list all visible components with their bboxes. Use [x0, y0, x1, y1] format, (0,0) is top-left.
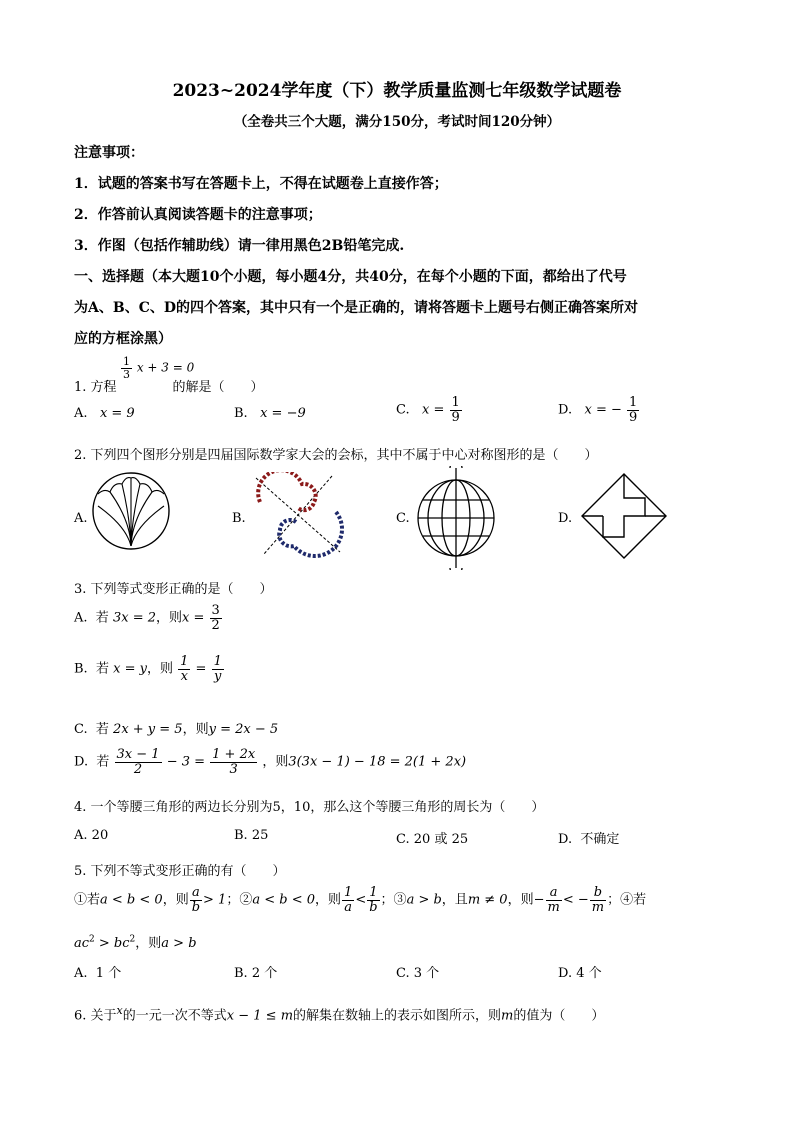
q1-equation: $\frac{1}{3}$ x + 3 = 0 — [123, 355, 195, 381]
q2-figure-d — [578, 470, 670, 562]
page-title: 2023~2024学年度（下）教学质量监测七年级数学试题卷 — [172, 81, 622, 101]
page-subtitle: （全卷共三个大题，满分150分，考试时间120分钟） — [233, 114, 561, 130]
q2-option-b-label: B. — [232, 511, 246, 526]
q1-option-d: D. x = − $\frac{1}{9}$ — [558, 395, 638, 425]
q2-figure-a — [90, 470, 172, 552]
q1-option-a: A. x = 9 — [74, 406, 135, 421]
q2-figure-c — [414, 466, 498, 570]
q3-option-b: B. 若 x = y，则 $\frac{1}{x}$ = $\frac{1}{y}$ — [74, 654, 222, 684]
q2-stem: 2. 下列四个图形分别是四届国际数学家大会的会标，其中不属于中心对称图形的是（ ） — [74, 448, 598, 463]
q5-stem: 5. 下列不等式变形正确的有（ ） — [74, 864, 286, 879]
q2-option-c-label: C. — [396, 511, 410, 526]
q3-option-a: A. 若 3x = 2，则x = $\frac{3}{2}$ — [74, 603, 220, 633]
q5-conditions-line-1: ①若a < b < 0，则 $\frac{a}{b}$ > 1；②a < b < 0，则 $\frac{1}{a}$ < $\frac{1}{b}$ ；③a > b，且m ≠ 0，则− $\frac{a}{m}$ < − $\frac{b}{m}$ ；④若 — [74, 885, 647, 915]
q5-option-c: C. 3 个 — [396, 966, 440, 981]
q2-option-a-label: A. — [74, 511, 88, 526]
section1-line-3: 应的方框涂黑） — [74, 331, 172, 347]
q2-option-d-label: D. — [558, 511, 573, 526]
q5-conditions-line-2: $ac^2 > bc^2$，则a > b — [74, 934, 197, 951]
note-item-2: 2．作答前认真阅读答题卡的注意事项； — [74, 207, 322, 223]
q4-option-a: A. 20 — [74, 828, 109, 843]
q3-stem: 3. 下列等式变形正确的是（ ） — [74, 582, 273, 597]
notes-heading: 注意事项： — [74, 145, 144, 161]
q5-option-a: A. 1 个 — [74, 966, 122, 981]
q1-stem: 1. 方程 的解是（ ） — [74, 380, 264, 395]
q4-option-d: D. 不确定 — [558, 832, 620, 847]
section1-line-1: 一、选择题（本大题10个小题，每小题4分，共40分，在每个小题的下面，都给出了代号 — [74, 269, 627, 285]
q6-stem: 6. 关于$^x$的一元一次不等式x − 1 ≤ m的解集在数轴上的表示如图所示，则m的值为（ ） — [74, 1004, 605, 1024]
q4-option-b: B. 25 — [234, 828, 269, 843]
q3-option-d: D. 若 $\frac{3x - 1}{2}$ − 3 = $\frac{1 + 2x}{3}$ ，则3(3x − 1) − 18 = 2(1 + 2x) — [74, 747, 467, 777]
q3-option-c: C. 若 2x + y = 5，则y = 2x − 5 — [74, 722, 279, 737]
q5-option-b: B. 2 个 — [234, 966, 278, 981]
q4-stem: 4. 一个等腰三角形的两边长分别为5，10，那么这个等腰三角形的周长为（ ） — [74, 800, 545, 815]
q1-option-b: B. x = −9 — [234, 406, 306, 421]
q1-option-c: C. x = $\frac{1}{9}$ — [396, 395, 460, 425]
q5-option-d: D. 4 个 — [558, 966, 602, 981]
q2-figure-b — [250, 472, 346, 558]
note-item-1: 1．试题的答案书写在答题卡上，不得在试题卷上直接作答； — [74, 176, 448, 192]
note-item-3: 3．作图（包括作辅助线）请一律用黑色2B铅笔完成. — [74, 238, 405, 254]
section1-line-2: 为A、B、C、D的四个答案，其中只有一个是正确的，请将答题卡上题号右侧正确答案所对 — [74, 300, 638, 316]
q4-option-c: C. 20 或 25 — [396, 832, 469, 847]
